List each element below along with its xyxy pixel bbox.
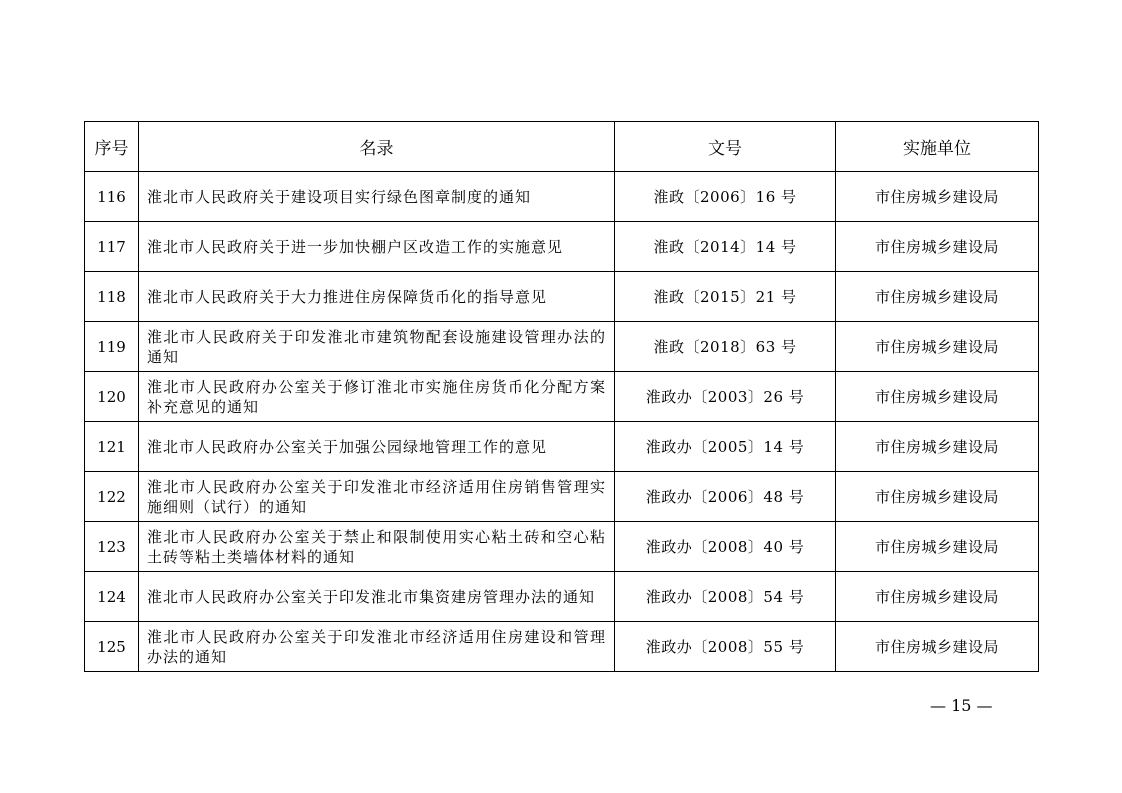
implementing-unit-cell: 市住房城乡建设局 xyxy=(836,522,1039,572)
table-row xyxy=(85,572,1039,622)
implementing-unit-cell: 市住房城乡建设局 xyxy=(836,222,1039,272)
serial-number-cell: 117 xyxy=(85,222,139,272)
table-row xyxy=(85,372,1039,422)
document-number-cell: 淮政〔2006〕16 号 xyxy=(615,172,836,222)
catalog-name-cell: 淮北市人民政府关于印发淮北市建筑物配套设施建设管理办法的通知 xyxy=(139,322,615,372)
implementing-unit-cell: 市住房城乡建设局 xyxy=(836,622,1039,672)
implementing-unit-cell: 市住房城乡建设局 xyxy=(836,172,1039,222)
catalog-name-cell: 淮北市人民政府关于进一步加快棚户区改造工作的实施意见 xyxy=(139,222,615,272)
document-number-cell: 淮政办〔2008〕55 号 xyxy=(615,622,836,672)
serial-number-cell: 122 xyxy=(85,472,139,522)
catalog-name-cell: 淮北市人民政府办公室关于印发淮北市经济适用住房销售管理实施细则（试行）的通知 xyxy=(139,472,615,522)
catalog-name-cell: 淮北市人民政府办公室关于加强公园绿地管理工作的意见 xyxy=(139,422,615,472)
document-number-cell: 淮政办〔2008〕40 号 xyxy=(615,522,836,572)
document-number-cell: 淮政〔2015〕21 号 xyxy=(615,272,836,322)
serial-number-cell: 123 xyxy=(85,522,139,572)
document-number-cell: 淮政办〔2008〕54 号 xyxy=(615,572,836,622)
implementing-unit-cell: 市住房城乡建设局 xyxy=(836,572,1039,622)
document-number-cell: 淮政〔2014〕14 号 xyxy=(615,222,836,272)
catalog-name-cell: 淮北市人民政府办公室关于修订淮北市实施住房货币化分配方案补充意见的通知 xyxy=(139,372,615,422)
serial-number-cell: 125 xyxy=(85,622,139,672)
page-number: — 15 — xyxy=(930,696,993,715)
table-header-row xyxy=(85,122,1039,172)
table-row xyxy=(85,172,1039,222)
document-number-cell: 淮政办〔2006〕48 号 xyxy=(615,472,836,522)
table-row xyxy=(85,622,1039,672)
table-row xyxy=(85,422,1039,472)
header-implementing-unit: 实施单位 xyxy=(836,122,1039,172)
serial-number-cell: 121 xyxy=(85,422,139,472)
document-number-cell: 淮政办〔2005〕14 号 xyxy=(615,422,836,472)
serial-number-cell: 116 xyxy=(85,172,139,222)
table-row xyxy=(85,472,1039,522)
implementing-unit-cell: 市住房城乡建设局 xyxy=(836,272,1039,322)
implementing-unit-cell: 市住房城乡建设局 xyxy=(836,322,1039,372)
document-number-cell: 淮政〔2018〕63 号 xyxy=(615,322,836,372)
header-catalog-name: 名录 xyxy=(139,122,615,172)
table-row xyxy=(85,322,1039,372)
catalog-name-cell: 淮北市人民政府关于大力推进住房保障货币化的指导意见 xyxy=(139,272,615,322)
catalog-table xyxy=(84,121,1039,672)
header-serial-number: 序号 xyxy=(85,122,139,172)
serial-number-cell: 119 xyxy=(85,322,139,372)
table-row xyxy=(85,522,1039,572)
catalog-name-cell: 淮北市人民政府办公室关于印发淮北市集资建房管理办法的通知 xyxy=(139,572,615,622)
table-row xyxy=(85,272,1039,322)
implementing-unit-cell: 市住房城乡建设局 xyxy=(836,472,1039,522)
table-row xyxy=(85,222,1039,272)
header-document-number: 文号 xyxy=(615,122,836,172)
table-body xyxy=(85,172,1039,672)
serial-number-cell: 118 xyxy=(85,272,139,322)
catalog-name-cell: 淮北市人民政府办公室关于印发淮北市经济适用住房建设和管理办法的通知 xyxy=(139,622,615,672)
catalog-name-cell: 淮北市人民政府办公室关于禁止和限制使用实心粘土砖和空心粘土砖等粘土类墙体材料的通知 xyxy=(139,522,615,572)
serial-number-cell: 124 xyxy=(85,572,139,622)
catalog-name-cell: 淮北市人民政府关于建设项目实行绿色图章制度的通知 xyxy=(139,172,615,222)
serial-number-cell: 120 xyxy=(85,372,139,422)
implementing-unit-cell: 市住房城乡建设局 xyxy=(836,422,1039,472)
document-number-cell: 淮政办〔2003〕26 号 xyxy=(615,372,836,422)
implementing-unit-cell: 市住房城乡建设局 xyxy=(836,372,1039,422)
